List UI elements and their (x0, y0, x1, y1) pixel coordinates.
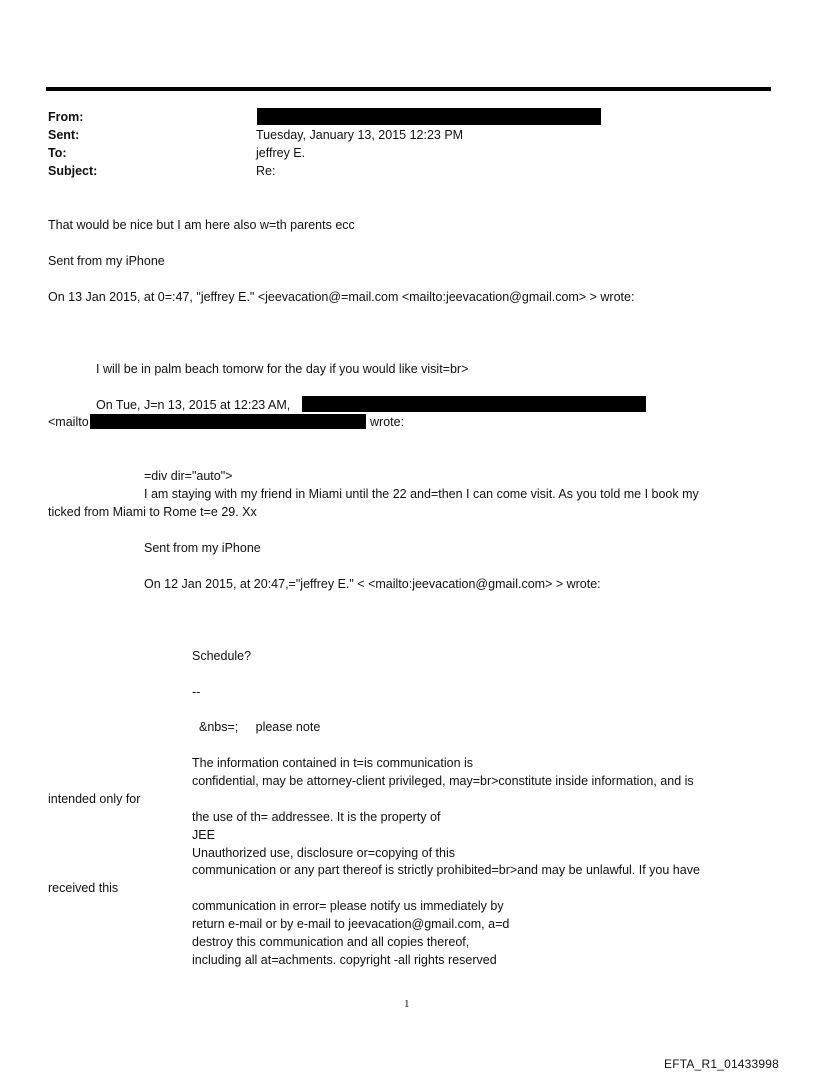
subject-label: Subject: (48, 164, 98, 178)
disclaimer-line-5: Unauthorized use, disclosure or=copying of this (192, 846, 455, 860)
disclaimer-line-4: JEE (192, 828, 215, 842)
quote2-sent-from: Sent from my iPhone (144, 541, 261, 555)
quote1-wrote: wrote: (370, 415, 405, 429)
disclaimer-line-8: return e-mail or by e-mail to jeevacation@gmail.com, a=d (192, 917, 510, 931)
from-label: From: (48, 110, 84, 124)
from-redaction (257, 108, 601, 125)
sent-label: Sent: (48, 128, 80, 142)
body-sent-from: Sent from my iPhone (48, 254, 165, 268)
disclaimer-line-3: the use of th= addressee. It is the property of (192, 810, 441, 824)
quote3-schedule: Schedule? (192, 649, 252, 663)
disclaimer-line-2: confidential, may be attorney-client privileged, may=br>constitute inside information, and is (192, 774, 694, 788)
document-id: EFTA_R1_01433998 (664, 1057, 780, 1071)
page-number: 1 (404, 998, 410, 1010)
quote1-on: On Tue, J=n 13, 2015 at 12:23 AM, (96, 398, 291, 412)
quote2-line-cont: ticked from Miami to Rome t=e 29. Xx (48, 505, 257, 519)
quote1-sender-redaction (302, 396, 646, 412)
disclaimer-line-7: communication in error= please notify us immediately by (192, 899, 504, 913)
quote3-dashes: -- (192, 685, 201, 699)
quote1-mailto: <mailto (48, 415, 89, 429)
quote2-div: =div dir="auto"> (144, 469, 233, 483)
to-label: To: (48, 146, 67, 160)
body-line-1: That would be nice but I am here also w=th parents ecc (48, 218, 355, 232)
disclaimer-line-2-cont: intended only for (48, 792, 141, 806)
disclaimer-line-1: The information contained in t=is communication is (192, 756, 474, 770)
disclaimer-line-6: communication or any part thereof is strictly prohibited=br>and may be unlawful. If you have (192, 863, 700, 877)
quote3-note: &nbs=; please note (199, 720, 321, 734)
quote2-line: I am staying with my friend in Miami until the 22 and=then I can come visit. As you told me I book my (144, 487, 699, 501)
quote2-on-wrote: On 12 Jan 2015, at 20:47,="jeffrey E." < <mailto:jeevacation@gmail.com> > wrote: (144, 577, 601, 591)
quote1-line: I will be in palm beach tomorw for the day if you would like visit=br> (96, 362, 469, 376)
subject-value: Re: (256, 164, 276, 178)
disclaimer-line-10: including all at=achments. copyright -all rights reserved (192, 953, 497, 967)
header-rule (46, 87, 771, 91)
sent-value: Tuesday, January 13, 2015 12:23 PM (256, 128, 464, 142)
disclaimer-line-6-cont: received this (48, 881, 119, 895)
disclaimer-line-9: destroy this communication and all copies thereof, (192, 935, 470, 949)
quote1-mailto-redaction (90, 414, 366, 429)
body-on-wrote: On 13 Jan 2015, at 0=:47, "jeffrey E." <jeevacation@=mail.com <mailto:jeevacation@gmail.com> > wrote: (48, 290, 635, 304)
to-value: jeffrey E. (256, 146, 306, 160)
